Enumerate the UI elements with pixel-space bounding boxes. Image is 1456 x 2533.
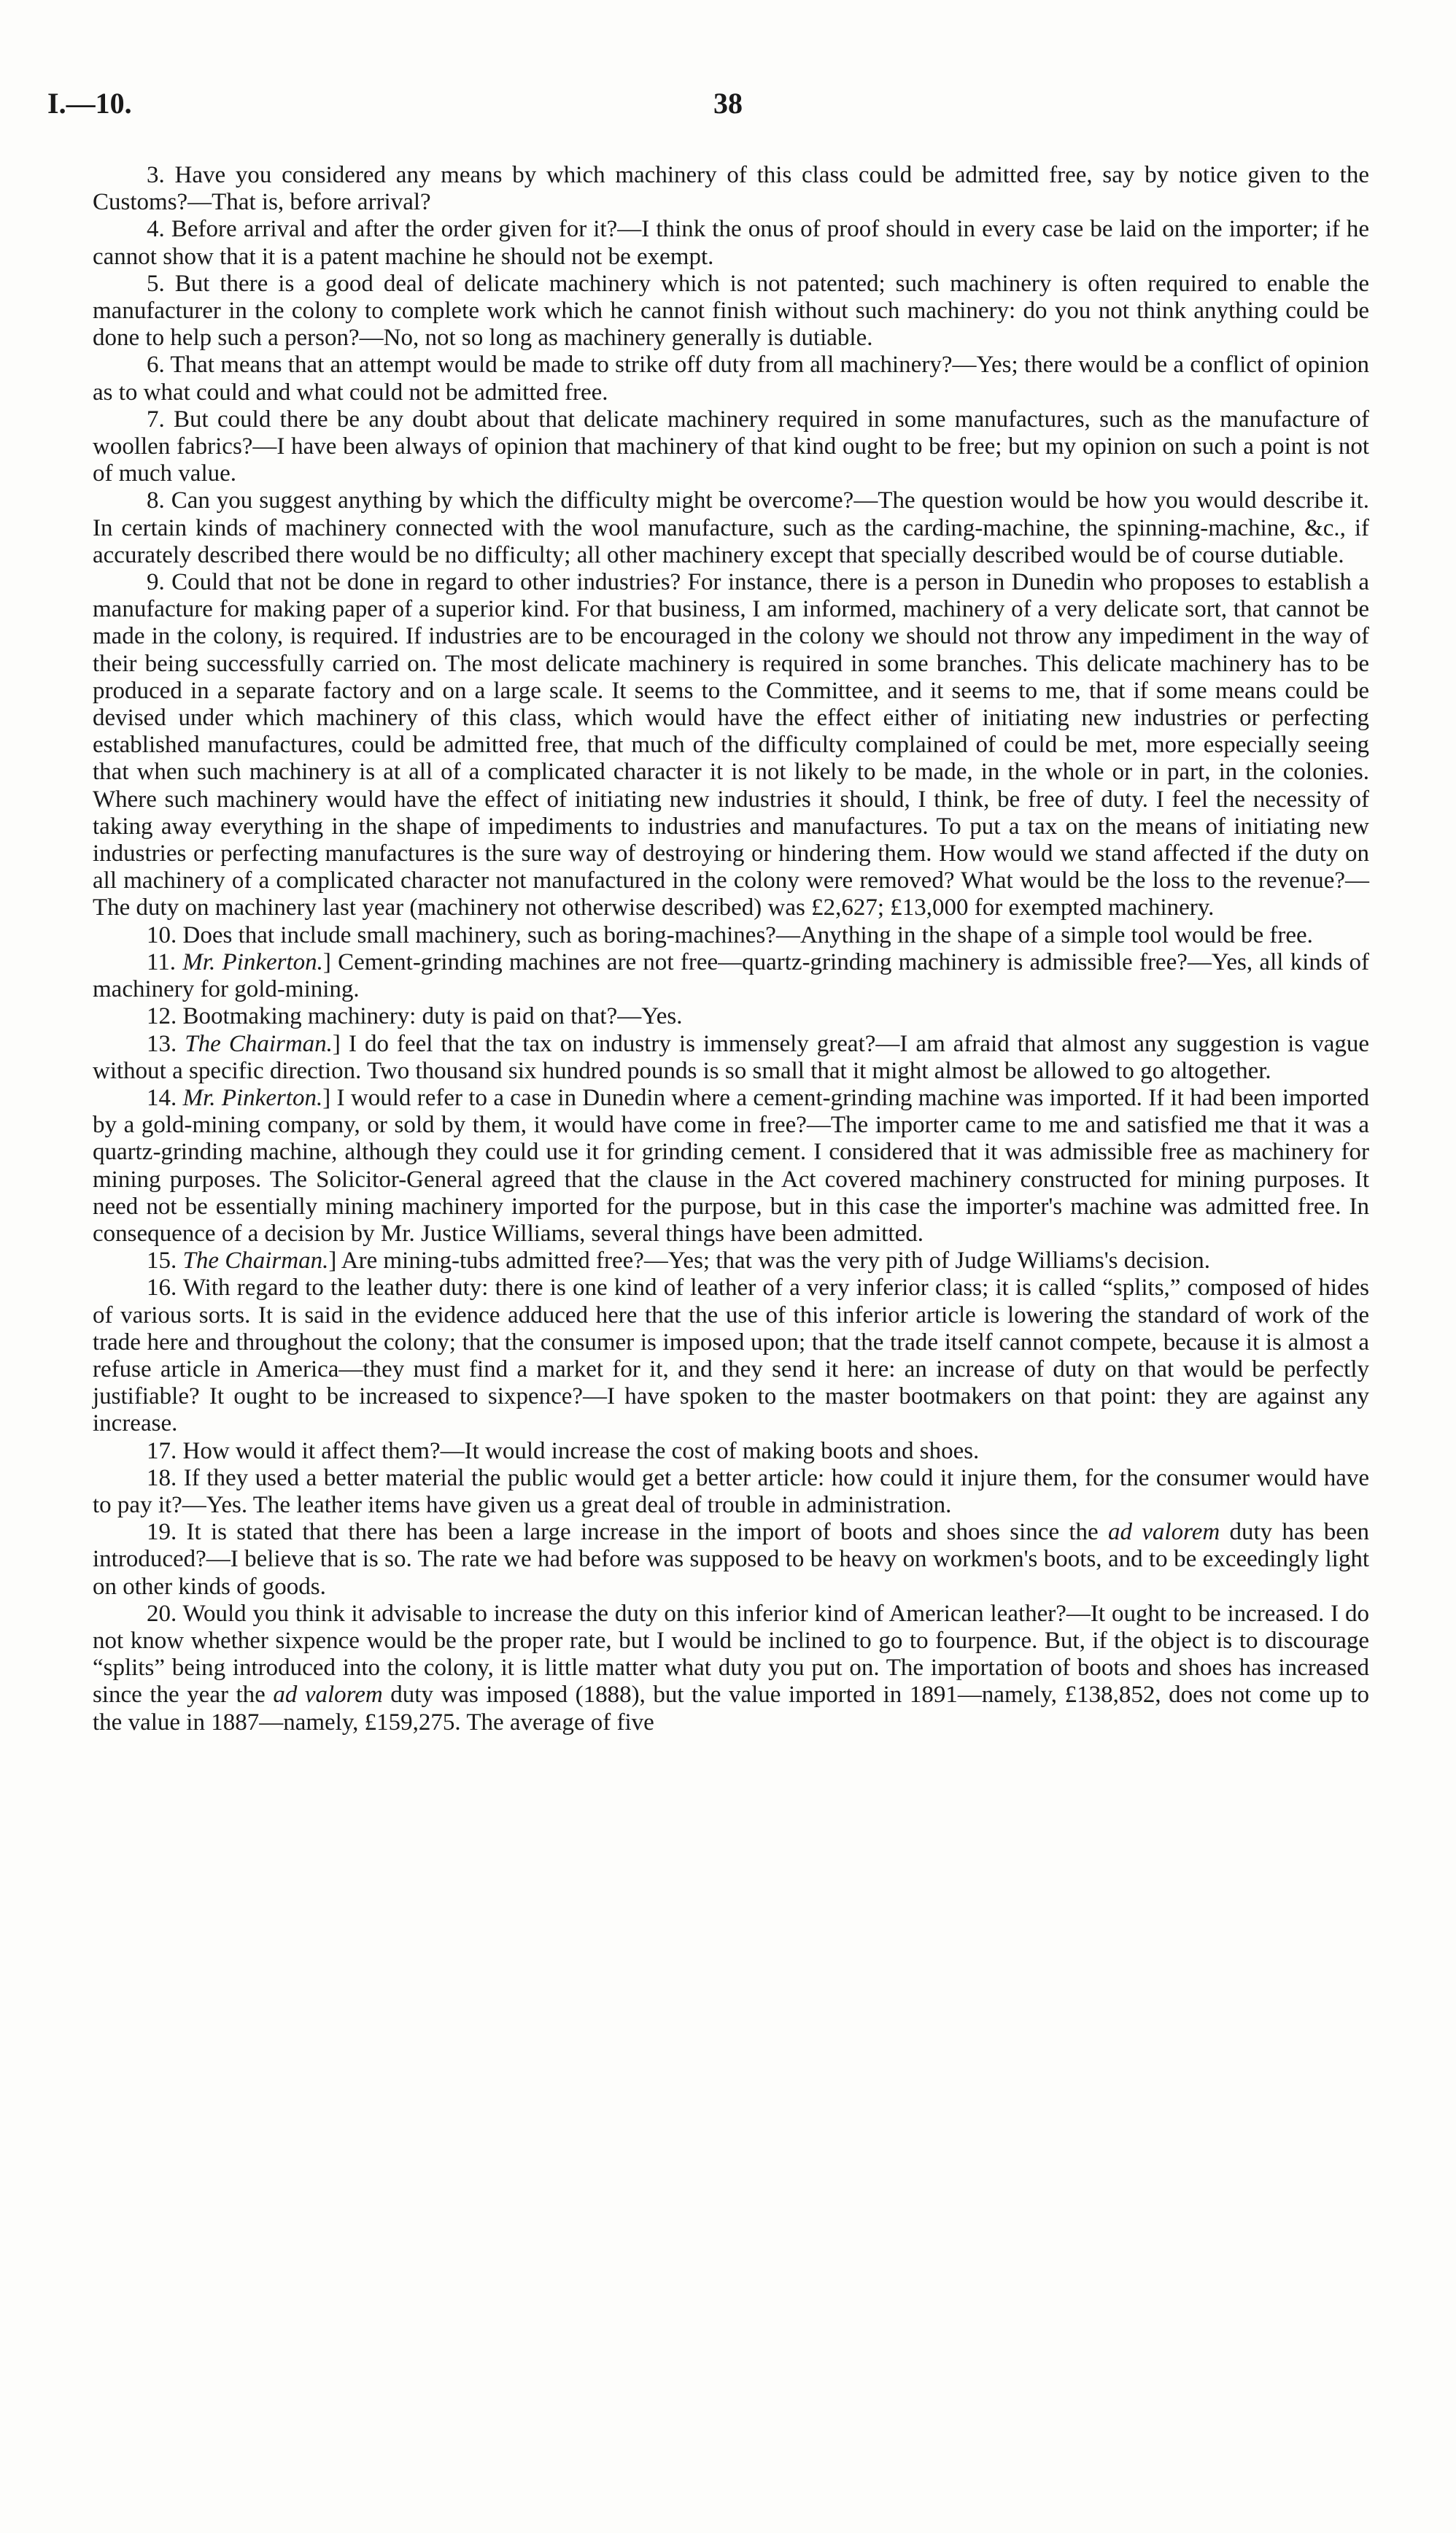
question-paragraph: [93, 1003, 1369, 1030]
question-paragraph: [93, 1601, 1369, 1736]
text-run: 14.: [147, 1084, 183, 1111]
question-paragraph: [93, 1275, 1369, 1437]
italic-text-run: The Chairman.: [182, 1248, 329, 1275]
question-paragraph: [93, 406, 1369, 488]
question-paragraph: [93, 271, 1369, 352]
text-run: 18. If they used a better material the public would get a better article: how could it injure them, for the consumer would have to pay it?—Yes. The leather items have given us a great deal of trouble in administration.: [93, 1464, 1369, 1518]
question-paragraph: [93, 569, 1369, 922]
text-run: 5. But there is a good deal of delicate machinery which is not patented; such machinery is often required to enable the manufacturer in the colony to complete work which he cannot finish without such machinery: do you not think anything could be done to help such a person?—No, not so long as machinery generally is dutiable.: [93, 270, 1369, 352]
text-run: 16. With regard to the leather duty: there is one kind of leather of a very inferior class; it is called “splits,” composed of hides of various sorts. It is said in the evidence adduced here that the use of this inferior article is lowering the standard of work of the trade here and throughout the colony; that the consumer is imposed upon; that the trade itself cannot compete, because it is almost a refuse article in America—they must find a market for it, and they send it here: an increase of duty on that would be perfectly justifiable? It ought to be increased to sixpence?—I have spoken to the master bootmakers on that point: they are against any increase.: [93, 1275, 1369, 1437]
question-paragraph: [93, 1248, 1369, 1275]
italic-text-run: The Chairman.: [185, 1030, 333, 1057]
text-run: ] Are mining-tubs admitted free?—Yes; that was the very pith of Judge Williams's decision.: [328, 1248, 1210, 1275]
question-paragraph: [93, 487, 1369, 569]
text-run: 10. Does that include small machinery, such as boring-machines?—Anything in the shape of a simple tool would be free.: [147, 921, 1313, 948]
text-run: 20. Would you think it advisable to increase the duty on this inferior kind of American leather?—It ought to be increased. I do not know whether sixpence would be the proper rate, but I would be inclined to go to fourpence. But, if the object is to discourage “splits” being introduced into the colony, it is little matter what duty you put on. The importation of boots and shoes has increased since the year the: [93, 1600, 1369, 1709]
question-paragraph: [93, 1438, 1369, 1465]
text-run: duty was imposed (1888), but the value imported in 1891—namely, £138,852, does not come up to the value in 1887—namely, £159,275. The average of five: [93, 1682, 1369, 1736]
text-run: 19. It is stated that there has been a large increase in the import of boots and shoes since the: [147, 1519, 1108, 1546]
text-run: ] Cement-grinding machines are not free—quartz-grinding machinery is admissible free?—Yes, all kinds of machinery for gold-mining.: [93, 948, 1369, 1003]
question-paragraph: [93, 162, 1369, 216]
text-run: 4. Before arrival and after the order given for it?—I think the onus of proof should in every case be laid on the importer; if he cannot show that it is a patent machine he should not be exempt.: [93, 216, 1369, 270]
italic-text-run: Mr. Pinkerton.: [182, 948, 323, 975]
italic-text-run: ad valorem: [1107, 1519, 1220, 1546]
text-run: 15.: [147, 1248, 183, 1275]
text-run: 11.: [147, 948, 183, 975]
text-run: 7. But could there be any doubt about that delicate machinery required in some manufactures, such as the manufacture of woollen fabrics?—I have been always of opinion that machinery of that kind ought to be free; but my opinion on such a point is not of much value.: [93, 406, 1369, 487]
document-body: [93, 162, 1369, 1736]
question-paragraph: [93, 1519, 1369, 1601]
text-run: 13.: [147, 1030, 185, 1057]
question-paragraph: [93, 1031, 1369, 1085]
text-run: 9. Could that not be done in regard to other industries? For instance, there is a person in Dunedin who proposes to establish a manufacture for making paper of a superior kind. For that business, I am informed, machinery of a very delicate sort, that cannot be made in the colony, is required. If industries are to be encouraged in the colony we should not throw any impediment in the way of their being successfully carried on. The most delicate machinery is required in some branches. This delicate machinery has to be produced in a separate factory and on a large scale. It seems to the Committee, and it seems to me, that if some means could be devised under which machinery of this class, which would have the effect either of initiating new industries or perfecting established manufactures, could be admitted free, that much of the difficulty complained of could be met, more especially seeing that when such machinery is at all of a complicated character it is not likely to be made, in the whole or in part, in the colonies. Where such machinery would have the effect of initiating new industries it should, I think, be free of duty. I feel the necessity of taking away everything in the shape of impediments to industries and manufactures. To put a tax on the means of initiating new industries or perfecting manufactures is the sure way of destroying or hindering them. How would we stand affected if the duty on all machinery of a complicated character not manufactured in the colony were removed? What would be the loss to the revenue?—The duty on machinery last year (machinery not otherwise described) was £2,627; £13,000 for exempted machinery.: [93, 569, 1369, 921]
question-paragraph: [93, 922, 1369, 949]
italic-text-run: ad valorem: [273, 1682, 383, 1709]
text-run: 17. How would it affect them?—It would increase the cost of making boots and shoes.: [147, 1437, 980, 1464]
page-number: 38: [713, 87, 743, 120]
question-paragraph: [93, 216, 1369, 270]
question-paragraph: [93, 352, 1369, 406]
text-run: 3. Have you considered any means by which machinery of this class could be admitted free, say by notice given to the Customs?—That is, before arrival?: [93, 162, 1369, 216]
text-run: duty has been introduced?—I believe that is so. The rate we had before was supposed to be heavy on workmen's boots, and to be exceedingly light on other kinds of goods.: [93, 1519, 1369, 1600]
page-header: [47, 86, 1409, 130]
italic-text-run: Mr. Pinkerton.: [182, 1084, 323, 1111]
text-run: 8. Can you suggest anything by which the difficulty might be overcome?—The question would be how you would describe it. In certain kinds of machinery connected with the wool manufacture, such as the carding-machine, the spinning-machine, &c., if accurately described there would be no difficulty; all other machinery except that specially described would be of course dutiable.: [93, 487, 1369, 568]
text-run: 6. That means that an attempt would be made to strike off duty from all machinery?—Yes; there would be a conflict of opinion as to what could and what could not be admitted free.: [93, 352, 1369, 406]
question-paragraph: [93, 1465, 1369, 1519]
text-run: ] I do feel that the tax on industry is immensely great?—I am afraid that almost any suggestion is vague without a specific direction. Two thousand six hundred pounds is so small that it might almost be allowed to go altogether.: [93, 1030, 1369, 1084]
text-run: ] I would refer to a case in Dunedin where a cement-grinding machine was imported. If it had been imported by a gold-mining company, or sold by them, it would have come in free?—The importer came to me and satisfied me that it was a quartz-grinding machine, although they could use it for grinding cement. I considered that it was admissible free as machinery for mining purposes. The Solicitor-General agreed that the clause in the Act covered machinery constructed for mining purposes. It need not be essentially mining machinery imported for the purpose, but in this case the importer's machine was admitted free. In consequence of a decision by Mr. Justice Williams, several things have been admitted.: [93, 1084, 1369, 1247]
document-reference: I.—10.: [47, 87, 132, 120]
question-paragraph: [93, 1085, 1369, 1248]
text-run: 12. Bootmaking machinery: duty is paid on that?—Yes.: [147, 1003, 683, 1030]
question-paragraph: [93, 949, 1369, 1003]
